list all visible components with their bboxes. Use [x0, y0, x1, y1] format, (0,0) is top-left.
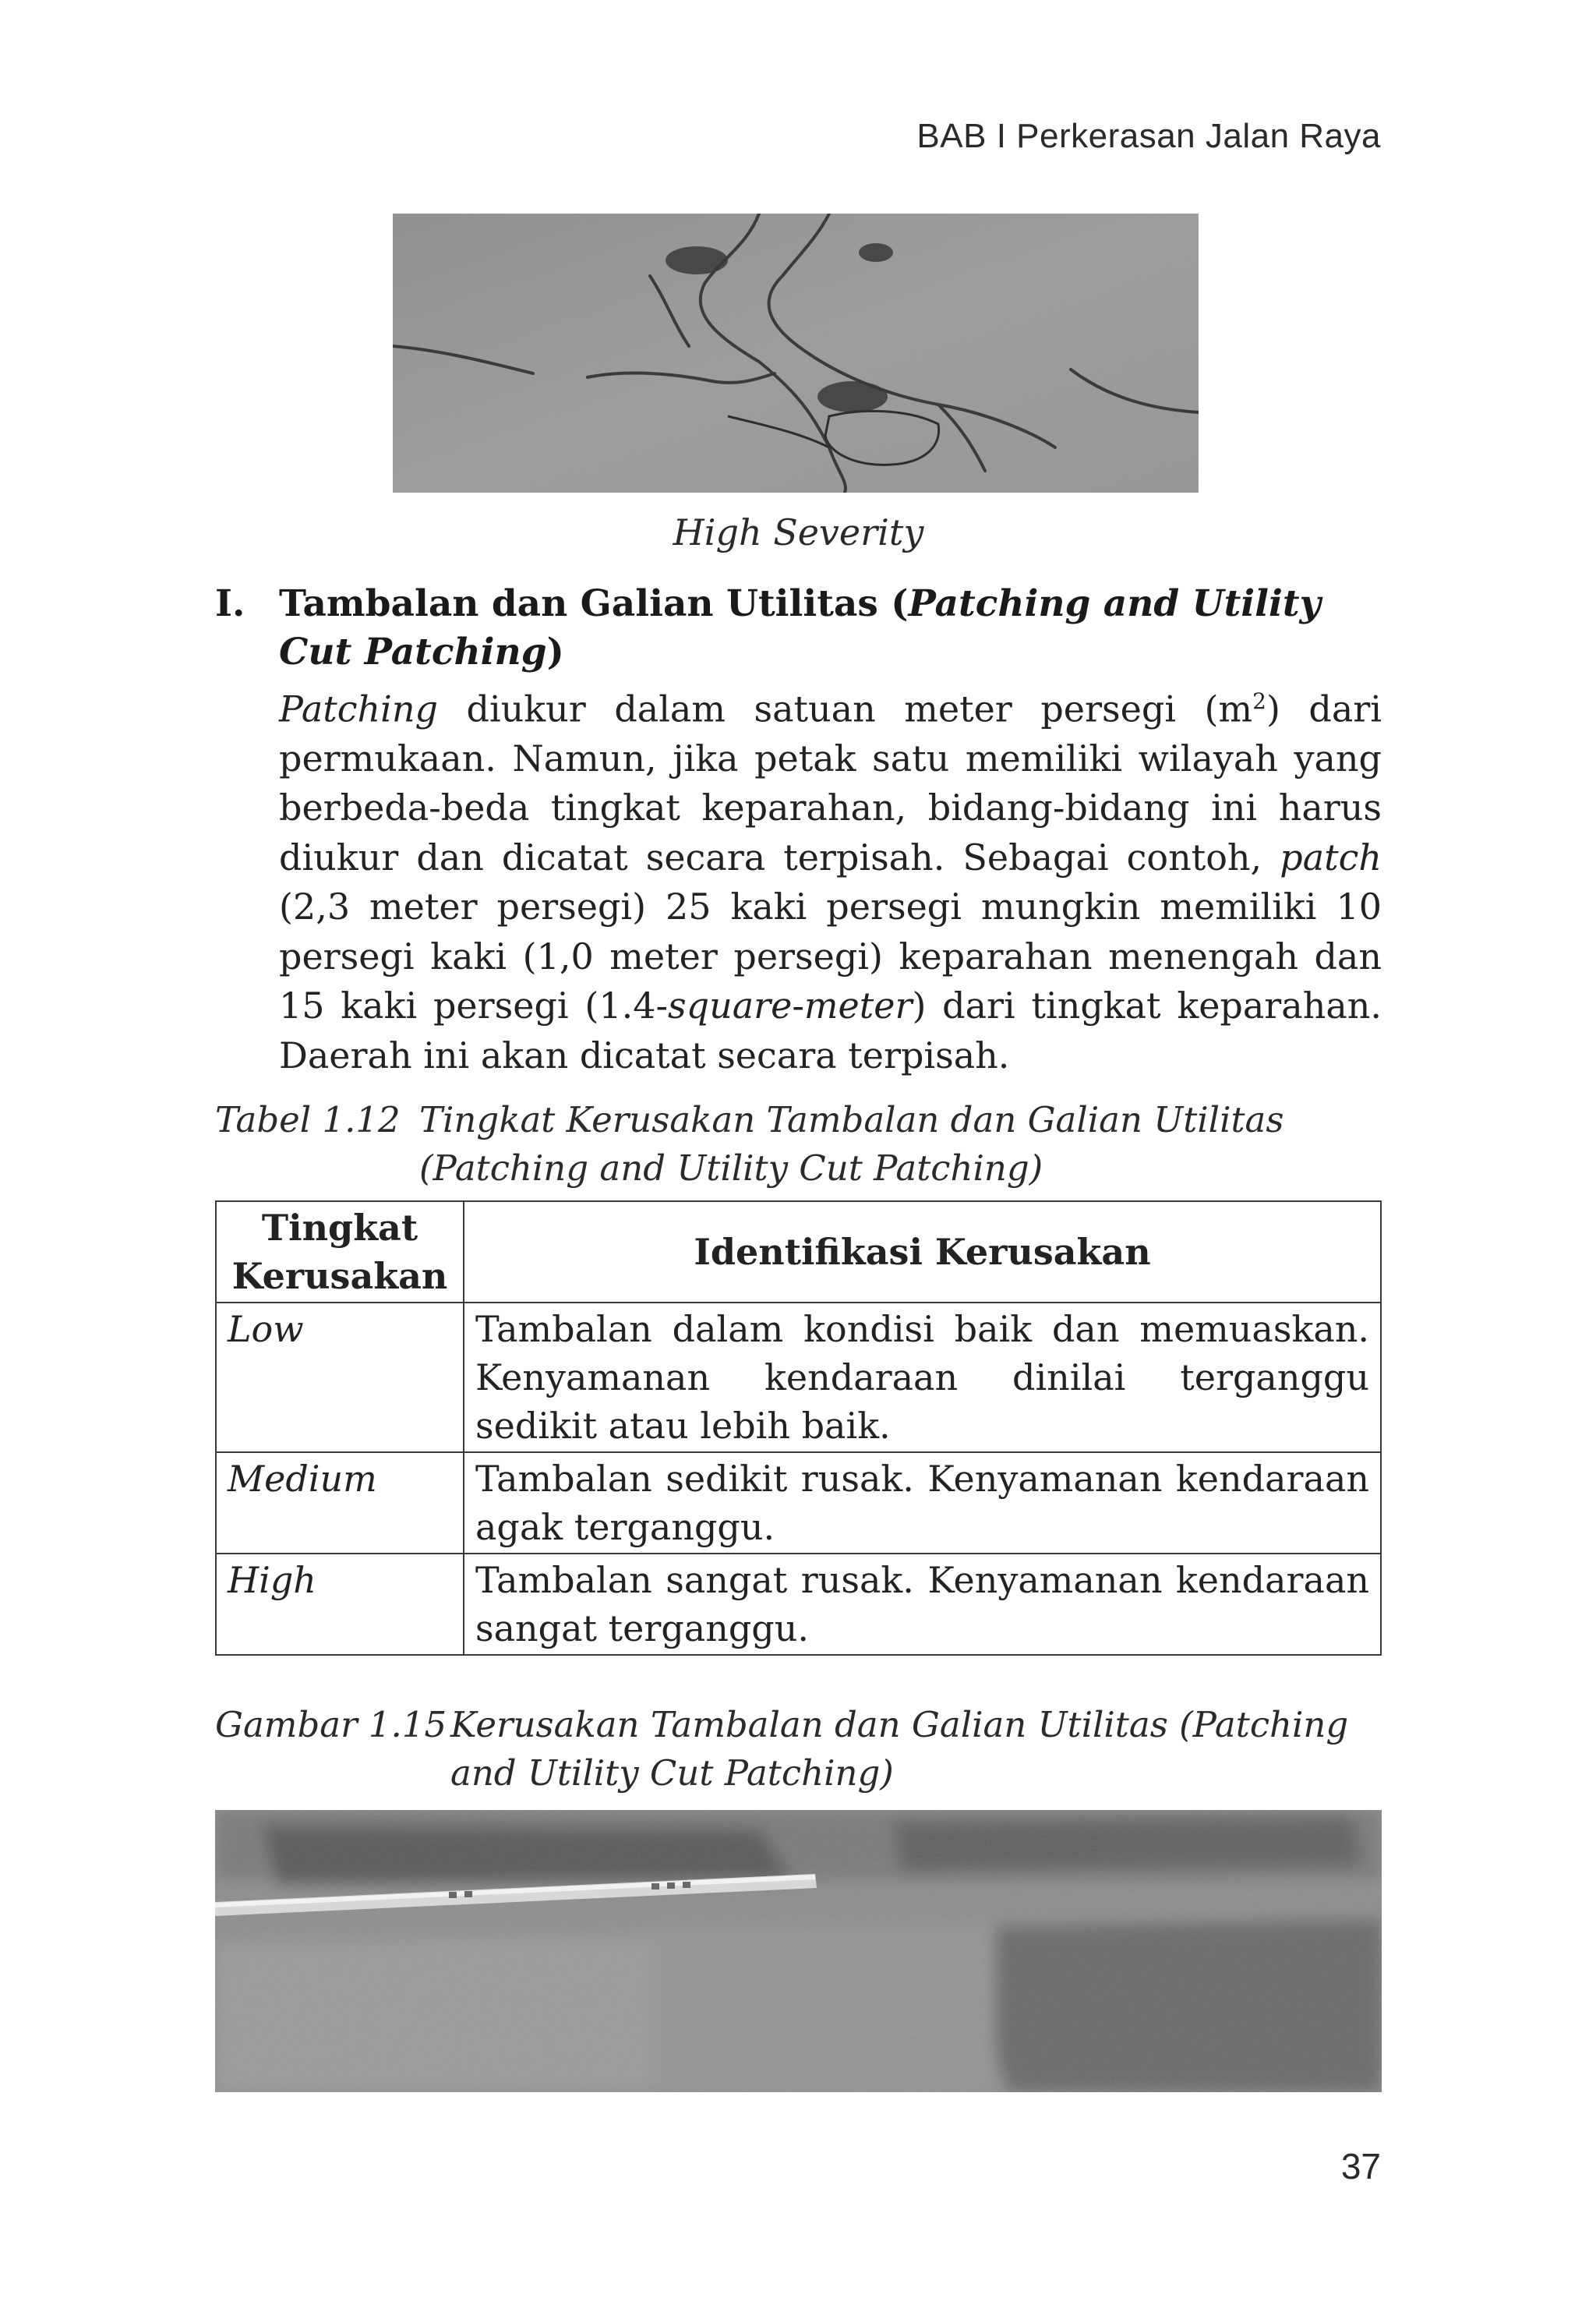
high-severity-photo: [393, 214, 1199, 493]
table-title-line2: (Patching and Utility Cut Patching): [419, 1147, 1043, 1189]
figure-bottom-caption: [215, 1701, 1382, 1798]
page-number: 37: [1340, 2146, 1381, 2187]
figure-title-line1: Kerusakan Tambalan dan Galian Utilitas (Patching: [450, 1704, 1349, 1745]
row-level: Low: [216, 1303, 464, 1452]
section-number: I.: [215, 582, 245, 625]
figure-title-line2: and Utility Cut Patching): [450, 1752, 894, 1794]
damage-level-table: [215, 1200, 1382, 1656]
row-description: Tambalan sedikit rusak. Kenyamanan kendaraan agak terganggu.: [464, 1452, 1381, 1554]
row-level: Medium: [216, 1452, 464, 1554]
section-title: Tambalan dan Galian Utilitas (Patching and Utility Cut Patching): [279, 582, 1321, 673]
header-identification: Identifikasi Kerusakan: [464, 1201, 1381, 1303]
row-level: High: [216, 1554, 464, 1655]
table-row: [216, 1303, 1381, 1452]
table-caption: [215, 1096, 1382, 1193]
section-paragraph: Patching diukur dalam satuan meter persegi $(m^2)$ dari permukaan. Namun, jika petak satu memiliki wilayah yang berbeda-beda tingkat keparahan, bidang-bidang ini harus diukur dan dicatat secara terpisah. Sebagai contoh, patch (2,3 meter persegi) 25 kaki persegi mungkin memiliki 10 persegi kaki (1,0 meter persegi) keparahan menengah dan 15 kaki persegi (1.4-square-meter) dari tingkat keparahan. Daerah ini akan dicatat secara terpisah.: [279, 688, 1382, 1076]
figure-label: Gambar 1.15: [215, 1704, 447, 1745]
table-row: [216, 1452, 1381, 1554]
table-label: Tabel 1.12: [215, 1099, 401, 1140]
header-level: Tingkat Kerusakan: [216, 1201, 464, 1303]
figure-caption: High Severity: [673, 511, 924, 553]
row-description: Tambalan sangat rusak. Kenyamanan kendaraan sangat terganggu.: [464, 1554, 1381, 1655]
patching-photo: [215, 1810, 1382, 2092]
table-title-line1: Tingkat Kerusakan Tambalan dan Galian Utilitas: [419, 1099, 1284, 1140]
row-description: Tambalan dalam kondisi baik dan memuaskan. Kenyamanan kendaraan dinilai terganggu sedikit atau lebih baik.: [464, 1303, 1381, 1452]
running-head: BAB I Perkerasan Jalan Raya: [916, 117, 1381, 155]
table-header-row: [216, 1201, 1381, 1303]
table-row: [216, 1554, 1381, 1655]
